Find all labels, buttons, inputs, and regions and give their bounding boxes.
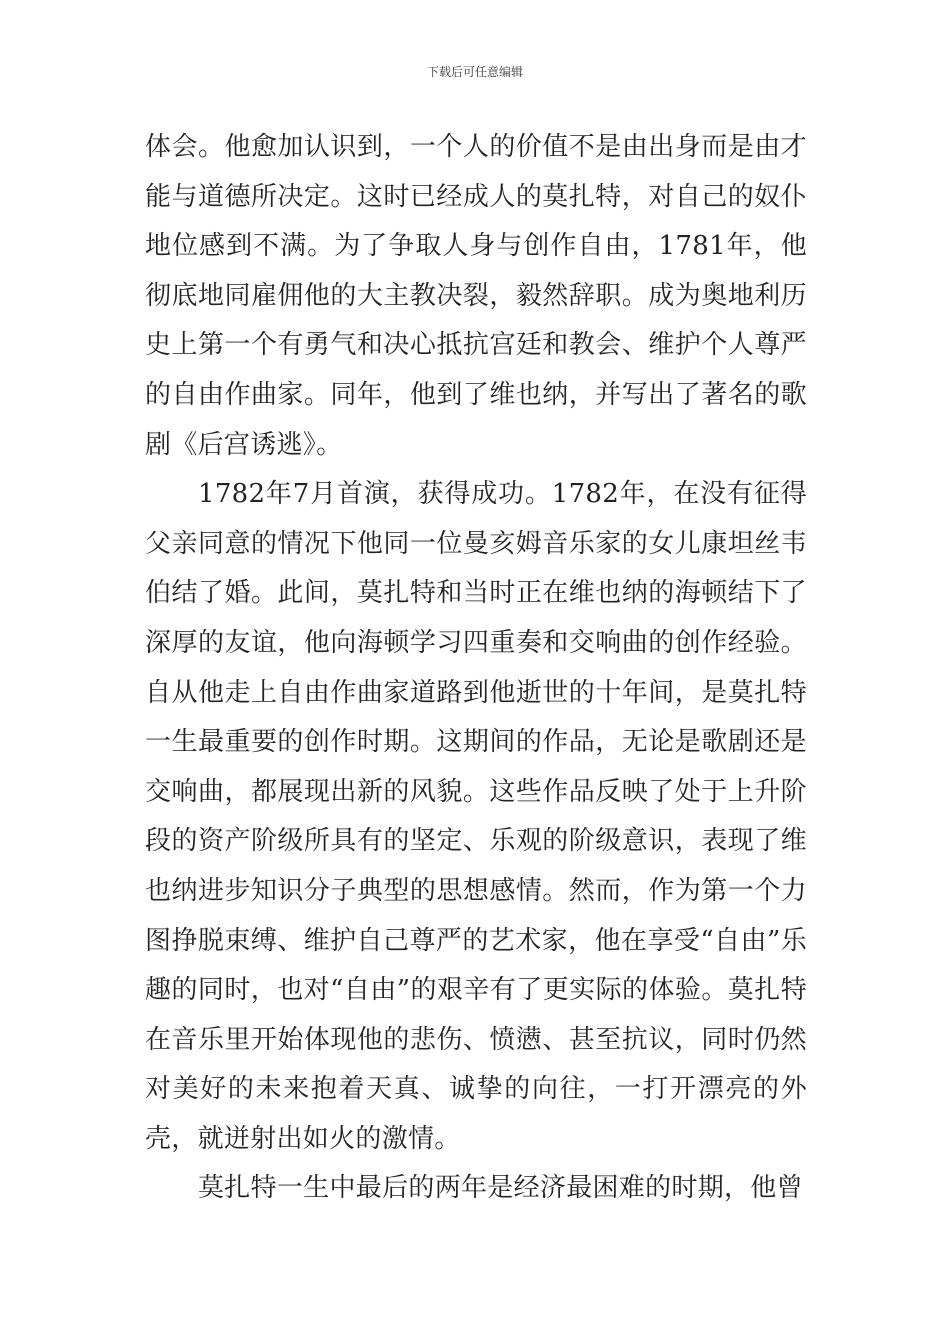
paragraph-1: 体会。他愈加认识到，一个人的价值不是由出身而是由才能与道德所决定。这时已经成人的莫扎特，对自己的奴仆地位感到不满。为了争取人身与创作自由，1781年，他彻底地同雇佣他的大主教决裂，毅然辞职。成为奥地利历史上第一个有勇气和决心抵抗宫廷和教会、维护个人尊严的自由作曲家。同年，他到了维也纳，并写出了著名的歌剧《后宫诱逃》。 [145,132,807,460]
body-text [145,123,807,1214]
paragraph-3: 莫扎特一生中最后的两年是经济最困难的时期，他曾 [198,1173,803,1204]
paragraph-2: 1782年7月首演，获得成功。1782年，在没有征得父亲同意的情况下他同一位曼亥姆音乐家的女儿康坦丝韦伯结了婚。此间，莫扎特和当时正在维也纳的海顿结下了深厚的友谊，他向海顿学习四重奏和交响曲的创作经验。自从他走上自由作曲家道路到他逝世的十年间，是莫扎特一生最重要的创作时期。这期间的作品，无论是歌剧还是交响曲，都展现出新的风貌。这些作品反映了处于上升阶段的资产阶级所具有的坚定、乐观的阶级意识，表现了维也纳进步知识分子典型的思想感情。然而，作为第一个力图挣脱束缚、维护自己尊严的艺术家，他在享受“自由”乐趣的同时，也对“自由”的艰辛有了更实际的体验。莫扎特在音乐里开始体现他的悲伤、愤懑、甚至抗议，同时仍然对美好的未来抱着天真、诚挚的向往，一打开漂亮的外壳，就迸射出如火的激情。 [145,479,807,1154]
page-header: 下载后可任意编辑 [426,65,523,79]
